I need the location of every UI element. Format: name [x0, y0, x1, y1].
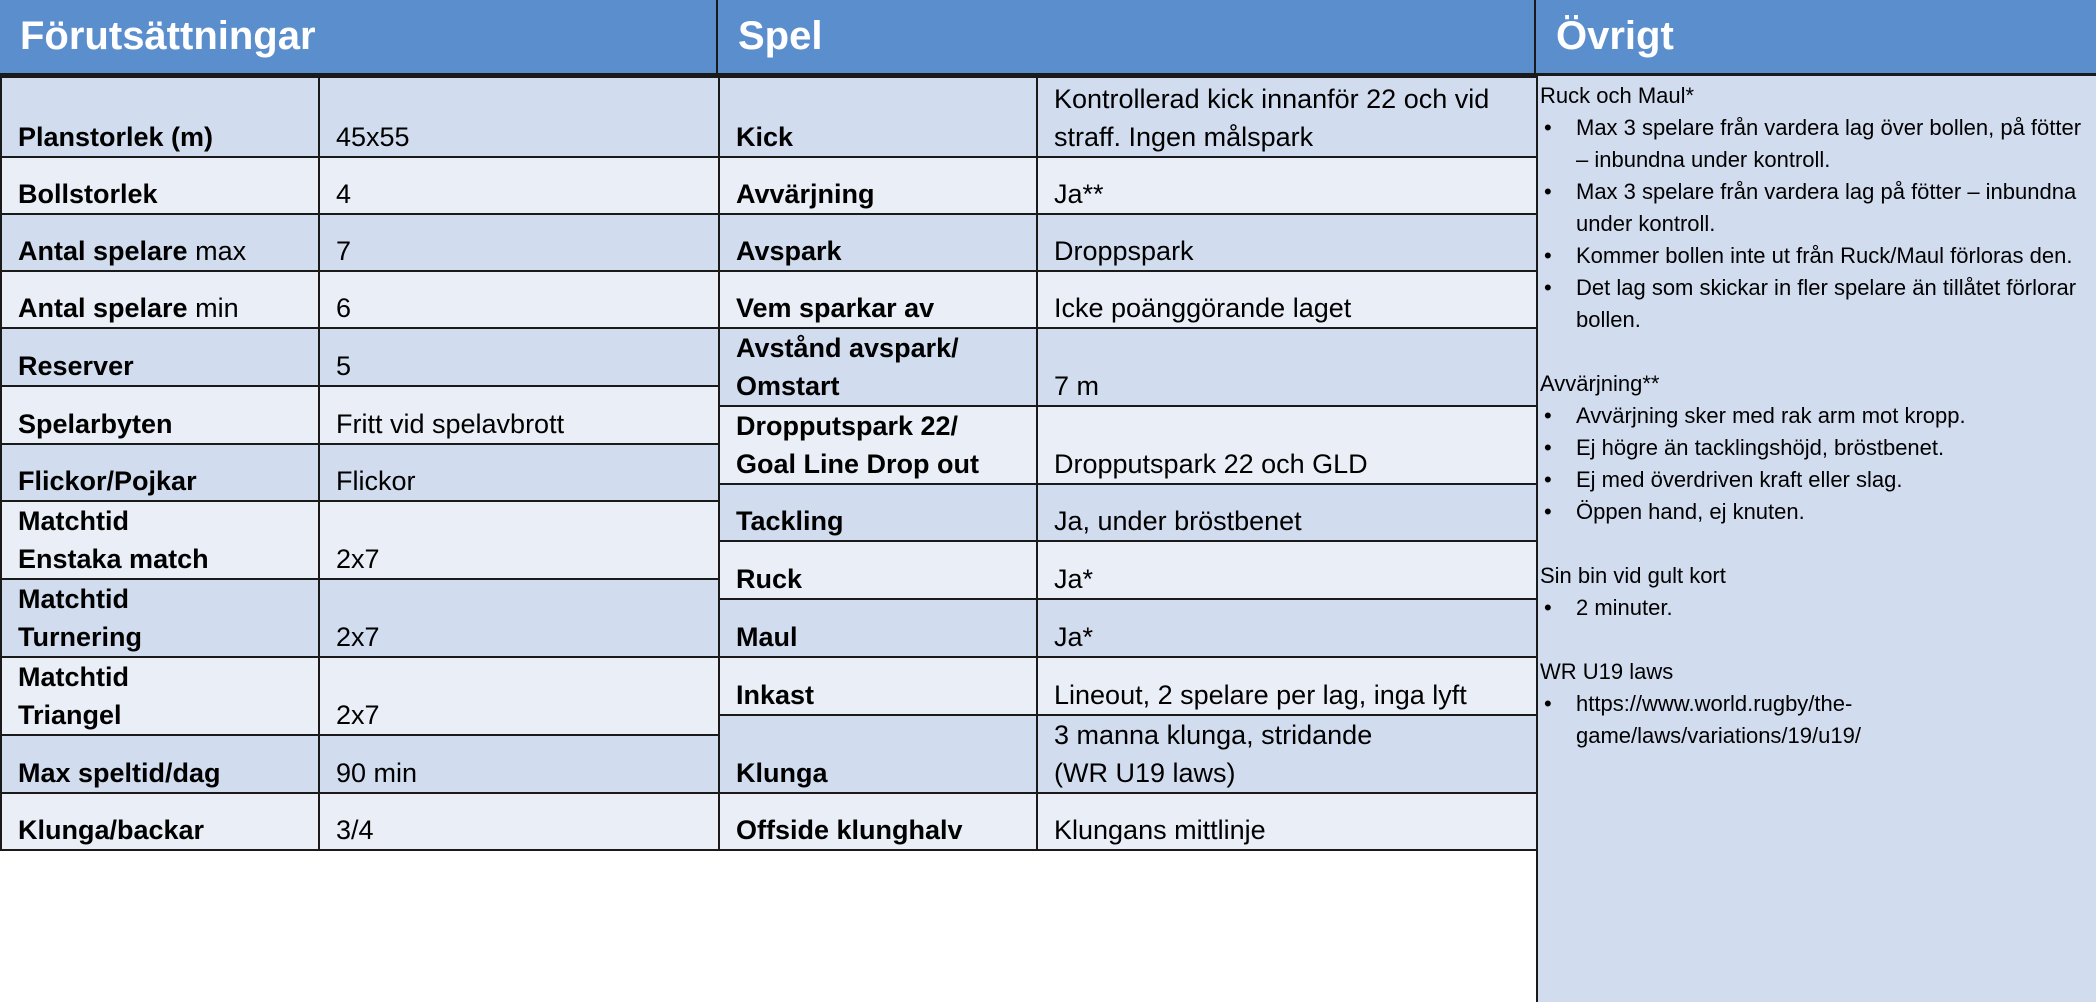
row-value: 7 m: [1037, 328, 1537, 406]
row-label: [1, 386, 319, 444]
table-row: [1, 657, 719, 735]
row-label-suffix: max: [187, 236, 247, 266]
forutsattningar-table: [0, 76, 720, 851]
table-row: [719, 157, 1537, 214]
list-item-text: 2 minuter.: [1576, 595, 1673, 620]
row-label: [1, 77, 319, 157]
table-row: [1, 735, 719, 793]
row-label-bold: Klunga/backar: [18, 815, 205, 845]
list-item: [1540, 688, 2090, 752]
row-label-suffix: min: [187, 293, 239, 323]
row-label-bold: Bollstorlek: [18, 179, 158, 209]
bullet-icon: •: [1544, 403, 1552, 428]
notes-list: [1540, 592, 2090, 624]
list-item-text: Kommer bollen inte ut från Ruck/Maul förloras den.: [1576, 243, 2073, 268]
row-value: Klungans mittlinje: [1037, 793, 1537, 850]
bullet-icon: •: [1544, 691, 1552, 716]
table-row: [719, 214, 1537, 271]
list-item-text: Det lag som skickar in fler spelare än tillåtet förlorar bollen.: [1576, 275, 2077, 332]
table-row: [1, 157, 719, 214]
table-row: [719, 328, 1537, 406]
row-label: Avspark: [719, 214, 1037, 271]
table-row: [719, 484, 1537, 541]
row-value: 45x55: [319, 77, 719, 157]
list-item-text: Ej högre än tacklingshöjd, bröstbenet.: [1576, 435, 1945, 460]
row-value: Droppspark: [1037, 214, 1537, 271]
notes-list: [1540, 688, 2090, 752]
list-item: [1540, 496, 2090, 528]
list-item-text[interactable]: https://www.world.rugby/the-game/laws/variations/19/u19/: [1576, 691, 1861, 748]
row-label: Kick: [719, 77, 1037, 157]
header-ovrigt: Övrigt: [1536, 0, 2096, 76]
list-item: [1540, 432, 2090, 464]
row-value: 3 manna klunga, stridande (WR U19 laws): [1037, 715, 1537, 793]
row-value: Kontrollerad kick innanför 22 och vid straff. Ingen målspark: [1037, 77, 1537, 157]
row-label: [1, 157, 319, 214]
row-value: 7: [319, 214, 719, 271]
notes-section: [1540, 368, 2090, 528]
bullet-icon: •: [1544, 467, 1552, 492]
row-label: Dropputspark 22/ Goal Line Drop out: [719, 406, 1037, 484]
table-row: [719, 541, 1537, 599]
bullet-icon: •: [1544, 243, 1552, 268]
row-label: [1, 271, 319, 328]
table-row: [1, 444, 719, 501]
row-label-bold: Antal spelare: [18, 293, 188, 323]
notes-section: [1540, 656, 2090, 752]
table-row: [1, 386, 719, 444]
row-label-bold: Antal spelare: [18, 236, 188, 266]
row-value: 4: [319, 157, 719, 214]
row-value: Fritt vid spelavbrott: [319, 386, 719, 444]
row-label: Avvärjning: [719, 157, 1037, 214]
bullet-icon: •: [1544, 499, 1552, 524]
ovrigt-panel: [1536, 76, 2096, 1002]
row-value: 5: [319, 328, 719, 386]
spel-table: [718, 76, 1538, 851]
table-row: [1, 793, 719, 850]
row-label: Klunga: [719, 715, 1037, 793]
row-value: Ja*: [1037, 599, 1537, 657]
row-label: [1, 657, 319, 735]
row-label: [1, 328, 319, 386]
row-label-bold: Max speltid/dag: [18, 758, 221, 788]
row-value: 2x7: [319, 579, 719, 657]
list-item-text: Max 3 spelare från vardera lag över bollen, på fötter – inbundna under kontroll.: [1576, 115, 2082, 172]
table-row: [719, 271, 1537, 328]
list-item: [1540, 176, 2090, 240]
table-row: [719, 77, 1537, 157]
table-row: [1, 579, 719, 657]
row-value: 2x7: [319, 657, 719, 735]
notes-list: [1540, 112, 2090, 336]
row-label-bold: Matchtid Turnering: [18, 584, 142, 652]
list-item: [1540, 592, 2090, 624]
row-label: [1, 579, 319, 657]
list-item-text: Avvärjning sker med rak arm mot kropp.: [1576, 403, 1966, 428]
row-value: 6: [319, 271, 719, 328]
bullet-icon: •: [1544, 179, 1552, 204]
list-item-text: Max 3 spelare från vardera lag på fötter – inbundna under kontroll.: [1576, 179, 2077, 236]
row-value: Flickor: [319, 444, 719, 501]
bullet-icon: •: [1544, 595, 1552, 620]
bullet-icon: •: [1544, 435, 1552, 460]
row-label-bold: Matchtid Enstaka match: [18, 506, 209, 574]
row-label-bold: Matchtid Triangel: [18, 662, 129, 730]
header-forutsattningar: Förutsättningar: [0, 0, 718, 76]
header-spel: Spel: [718, 0, 1536, 76]
notes-section: [1540, 80, 2090, 336]
table-row: [1, 271, 719, 328]
bullet-icon: •: [1544, 115, 1552, 140]
table-row: [719, 793, 1537, 850]
table-row: [1, 501, 719, 579]
row-value: Dropputspark 22 och GLD: [1037, 406, 1537, 484]
row-label-bold: Flickor/Pojkar: [18, 466, 197, 496]
table-row: [719, 715, 1537, 793]
row-label: [1, 214, 319, 271]
row-label: [1, 793, 319, 850]
row-label-bold: Reserver: [18, 351, 134, 381]
row-label: Inkast: [719, 657, 1037, 715]
row-label-bold: Planstorlek (m): [18, 122, 214, 152]
row-value: Ja, under bröstbenet: [1037, 484, 1537, 541]
table-row: [719, 599, 1537, 657]
row-label: [1, 501, 319, 579]
notes-list: [1540, 400, 2090, 528]
row-label: Avstånd avspark/ Omstart: [719, 328, 1037, 406]
notes-section-title: Ruck och Maul*: [1540, 83, 1695, 108]
row-value: 2x7: [319, 501, 719, 579]
list-item: [1540, 400, 2090, 432]
notes-section-title: Avvärjning**: [1540, 371, 1660, 396]
row-value: 90 min: [319, 735, 719, 793]
row-label-bold: Spelarbyten: [18, 409, 173, 439]
row-value: Ja**: [1037, 157, 1537, 214]
notes-section-title: WR U19 laws: [1540, 659, 1674, 684]
row-label: [1, 735, 319, 793]
notes-section: [1540, 560, 2090, 624]
row-label: Ruck: [719, 541, 1037, 599]
table-row: [719, 657, 1537, 715]
row-label: Vem sparkar av: [719, 271, 1037, 328]
table-row: [1, 77, 719, 157]
list-item: [1540, 464, 2090, 496]
row-label: Maul: [719, 599, 1037, 657]
list-item: [1540, 272, 2090, 336]
row-value: 3/4: [319, 793, 719, 850]
list-item-text: Ej med överdriven kraft eller slag.: [1576, 467, 1903, 492]
bullet-icon: •: [1544, 275, 1552, 300]
row-value: Ja*: [1037, 541, 1537, 599]
list-item-text: Öppen hand, ej knuten.: [1576, 499, 1805, 524]
list-item: [1540, 240, 2090, 272]
row-label: [1, 444, 319, 501]
table-row: [1, 214, 719, 271]
list-item: [1540, 112, 2090, 176]
row-label: Tackling: [719, 484, 1037, 541]
row-value: Lineout, 2 spelare per lag, inga lyft: [1037, 657, 1537, 715]
table-row: [1, 328, 719, 386]
table-row: [719, 406, 1537, 484]
notes-section-title: Sin bin vid gult kort: [1540, 563, 1726, 588]
row-value: Icke poänggörande laget: [1037, 271, 1537, 328]
row-label: Offside klunghalv: [719, 793, 1037, 850]
